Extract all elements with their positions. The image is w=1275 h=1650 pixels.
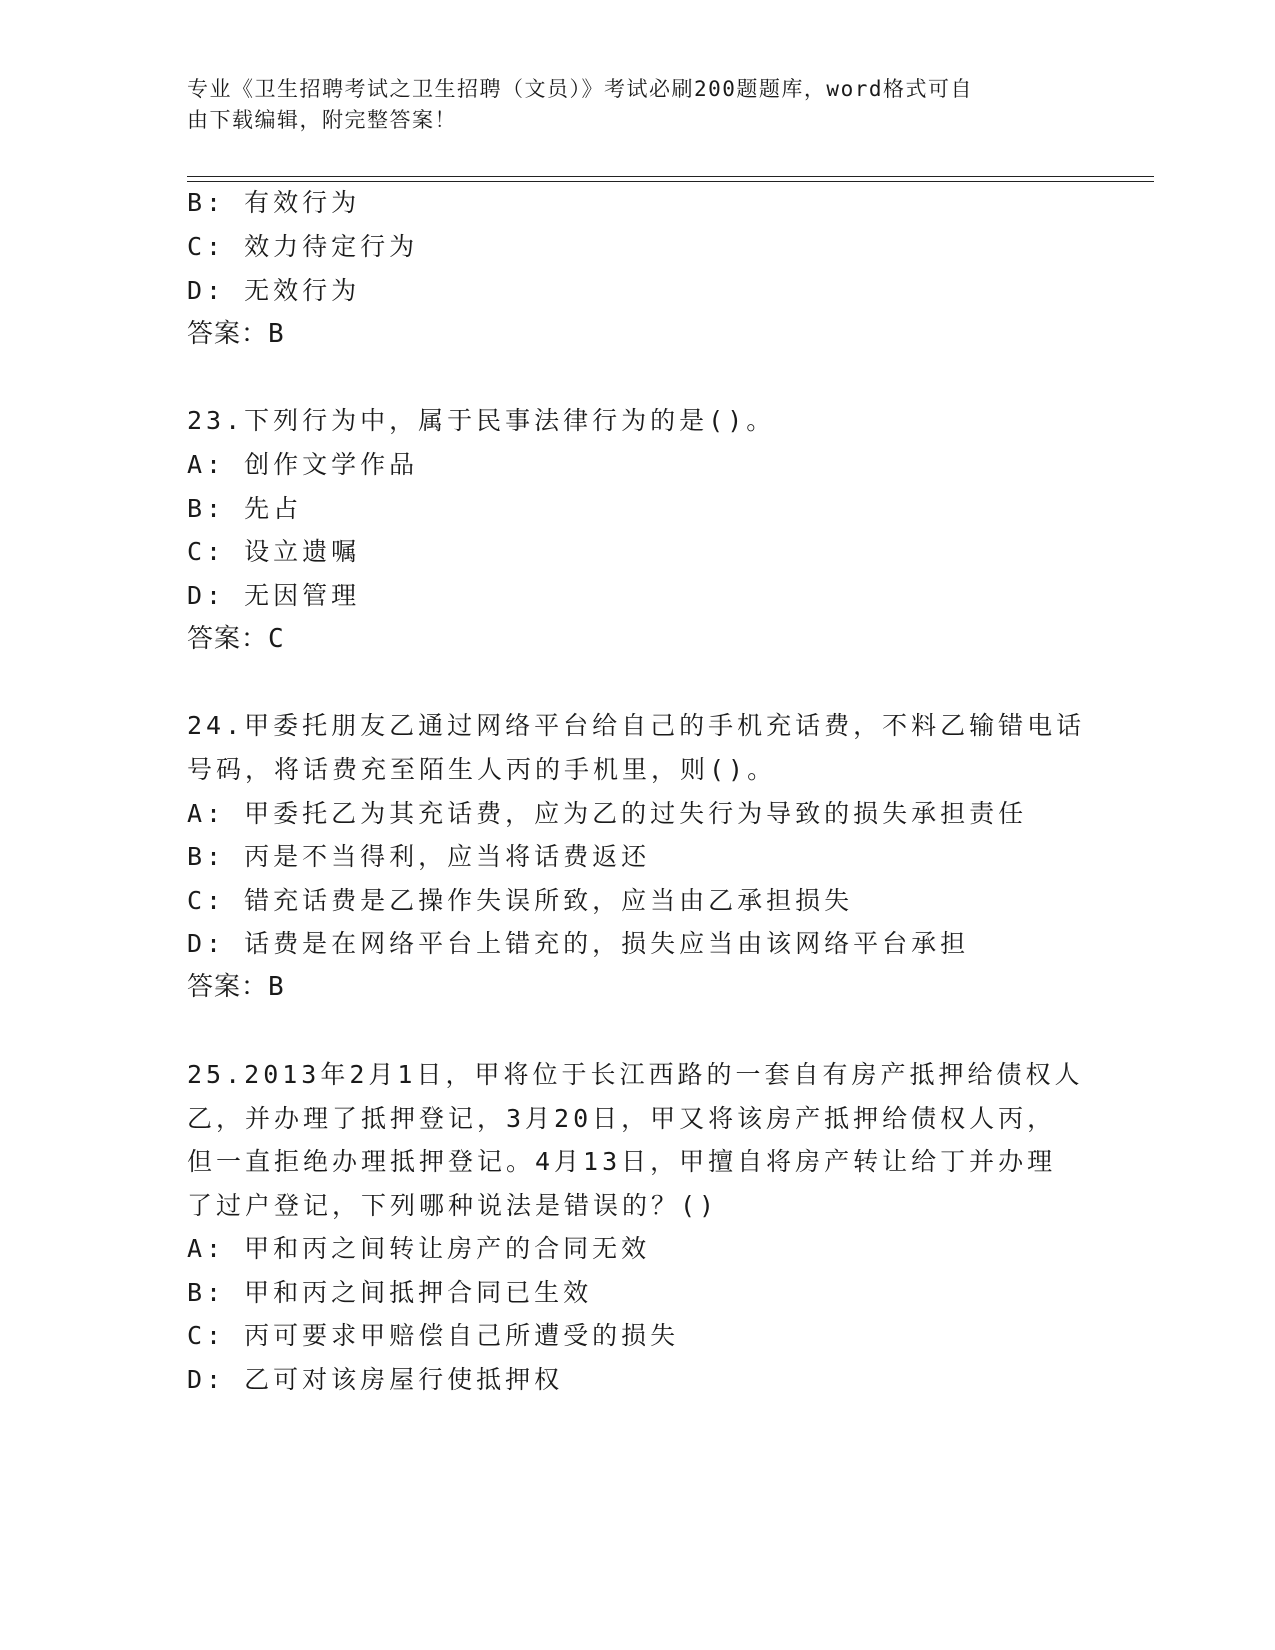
q25-stem-line-2: 乙，并办理了抵押登记，3月20日，甲又将该房产抵押给债权人丙， (187, 1104, 1057, 1133)
q25-option-d: D: 乙可对该房屋行使抵押权 (187, 1365, 564, 1394)
partial-option-b: B: 有效行为 (187, 188, 361, 217)
q23-option-b: B: 先占 (187, 494, 303, 523)
document-header (187, 74, 1067, 136)
q24-stem-line-1: 24.甲委托朋友乙通过网络平台给自己的手机充话费，不料乙输错电话 (187, 711, 1086, 740)
partial-option-c: C: 效力待定行为 (187, 232, 419, 261)
q23-answer (187, 622, 285, 656)
q24-option-d: D: 话费是在网络平台上错充的，损失应当由该网络平台承担 (187, 929, 970, 958)
q24-answer (187, 970, 285, 1004)
q25-option-a: A: 甲和丙之间转让房产的合同无效 (187, 1234, 651, 1263)
q24-option-a: A: 甲委托乙为其充话费，应为乙的过失行为导致的损失承担责任 (187, 799, 1028, 828)
answer-label: 答案： (187, 319, 269, 349)
q23-option-c: C: 设立遗嘱 (187, 537, 361, 566)
q23-option-d: D: 无因管理 (187, 581, 361, 610)
answer-label: 答案： (187, 624, 269, 654)
header-divider-bottom (187, 181, 1154, 182)
answer-value: C (268, 624, 285, 654)
q24-option-c: C: 错充话费是乙操作失误所致，应当由乙承担损失 (187, 886, 854, 915)
q25-option-c: C: 丙可要求甲赔偿自己所遭受的损失 (187, 1321, 680, 1350)
q23-option-a: A: 创作文学作品 (187, 450, 419, 479)
q25-stem-line-3: 但一直拒绝办理抵押登记。4月13日，甲擅自将房产转让给丁并办理 (187, 1147, 1057, 1176)
q24-option-b: B: 丙是不当得利，应当将话费返还 (187, 842, 651, 871)
partial-answer (187, 317, 285, 351)
answer-value: B (268, 972, 285, 1002)
header-line-1: 专业《卫生招聘考试之卫生招聘（文员）》考试必刷200题题库，word格式可自 (187, 77, 973, 101)
header-line-2: 由下载编辑，附完整答案！ (187, 108, 457, 132)
header-divider-top (187, 176, 1154, 177)
q25-option-b: B: 甲和丙之间抵押合同已生效 (187, 1278, 593, 1307)
q25-stem-line-4: 了过户登记，下列哪种说法是错误的？() (187, 1191, 719, 1220)
answer-label: 答案： (187, 972, 269, 1002)
answer-value: B (268, 319, 285, 349)
q24-stem-line-2: 号码，将话费充至陌生人丙的手机里，则()。 (187, 755, 777, 784)
q25-stem-line-1: 25.2013年2月1日，甲将位于长江西路的一套自有房产抵押给债权人 (187, 1060, 1084, 1089)
partial-option-d: D: 无效行为 (187, 276, 361, 305)
q23-stem: 23.下列行为中，属于民事法律行为的是()。 (187, 406, 776, 435)
